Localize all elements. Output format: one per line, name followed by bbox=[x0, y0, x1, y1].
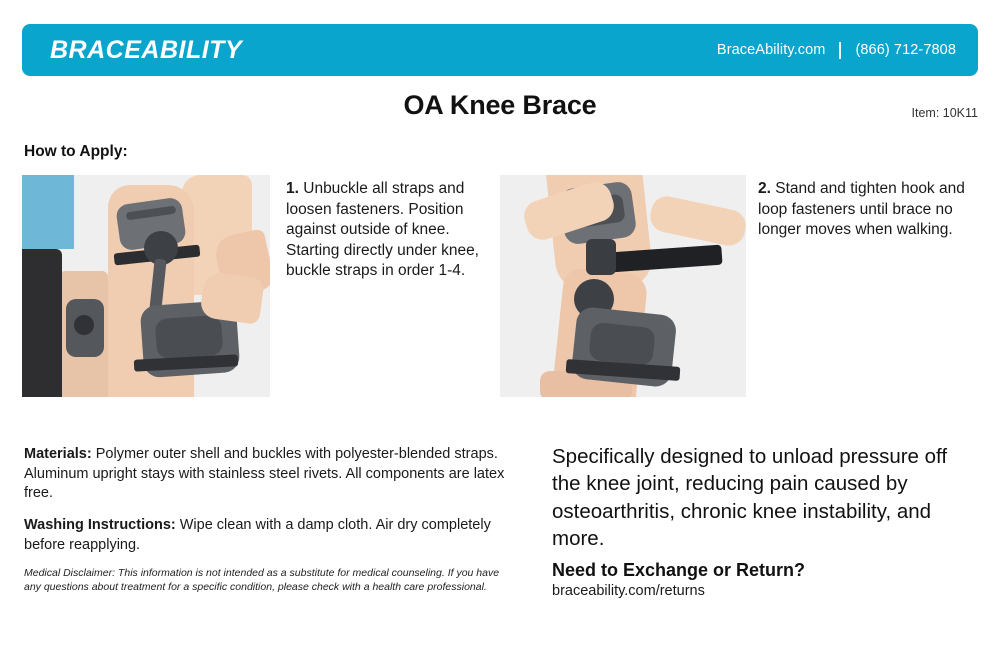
step-1-image bbox=[22, 175, 270, 397]
header-bar bbox=[22, 24, 978, 76]
washing-label: Washing Instructions: bbox=[24, 517, 176, 533]
washing-instructions-block bbox=[24, 516, 504, 555]
header-website-link[interactable]: BraceAbility.com bbox=[716, 42, 826, 58]
header-contact bbox=[717, 42, 956, 59]
header-phone-number[interactable]: (866) 712-7808 bbox=[855, 42, 956, 58]
step-1-number: 1. bbox=[286, 180, 299, 197]
page-title: OA Knee Brace bbox=[403, 90, 597, 120]
brand-logo-secondary: ABILITY bbox=[141, 35, 243, 64]
materials-text: Polymer outer shell and buckles with polyester-blended straps. Aluminum upright stays with stainless steel rivets. All components are latex free. bbox=[24, 446, 505, 502]
how-to-apply-heading: How to Apply: bbox=[24, 143, 128, 160]
brand-logo-primary: BRACE bbox=[50, 35, 142, 64]
brand-logo bbox=[50, 36, 242, 65]
step-1 bbox=[22, 175, 477, 397]
exchange-return-heading: Need to Exchange or Return? bbox=[552, 560, 806, 580]
header-divider bbox=[839, 42, 841, 59]
materials-block bbox=[24, 445, 524, 504]
medical-disclaimer: Medical Disclaimer: This information is not intended as a substitute for medical counseling. If you have any questions about treatment for a specific condition, please check with a health care professional. bbox=[24, 567, 500, 594]
materials-label: Materials: bbox=[24, 446, 92, 462]
step-2-number: 2. bbox=[758, 180, 771, 197]
item-number: Item: 10K11 bbox=[911, 106, 978, 120]
product-description: Specifically designed to unload pressure off the knee joint, reducing pain caused by osteoarthritis, chronic knee instability, and more. bbox=[552, 445, 948, 550]
step-1-instruction: Unbuckle all straps and loosen fasteners. Position against outside of knee. Starting directly under knee, buckle straps in order 1-4. bbox=[286, 180, 479, 280]
step-1-text bbox=[286, 179, 481, 282]
step-2-image bbox=[500, 175, 746, 397]
step-2-text bbox=[758, 179, 973, 241]
step-2-instruction: Stand and tighten hook and loop fasteners until brace no longer moves when walking. bbox=[758, 180, 965, 239]
washing-text: Wipe clean with a damp cloth. Air dry completely before reapplying. bbox=[24, 517, 491, 553]
returns-link[interactable]: braceability.com/returns bbox=[552, 583, 705, 599]
step-2 bbox=[500, 175, 978, 397]
